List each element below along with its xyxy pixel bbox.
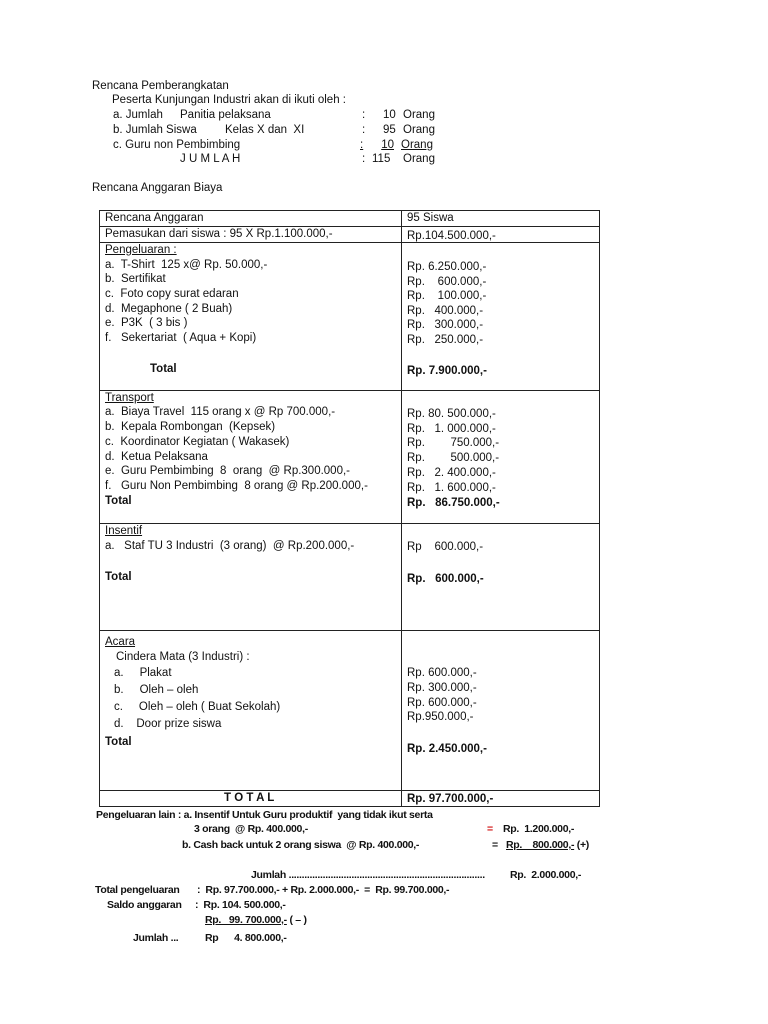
- transport-value: Rp. 750.000,-: [407, 437, 500, 449]
- acara-heading: Acara: [105, 636, 136, 648]
- plan-row-unit: Orang: [403, 109, 435, 121]
- header-right: 95 Siswa: [407, 212, 454, 224]
- footer-line2: 3 orang @ Rp. 400.000,-: [194, 823, 308, 835]
- acara-value: Rp. 600.000,-: [407, 697, 477, 709]
- plan-row-colon: :: [362, 153, 366, 165]
- saldo-value: : Rp. 104. 500.000,-: [195, 899, 286, 911]
- transport-value: Rp. 80. 500.000,-: [407, 408, 496, 420]
- total-pengeluaran-label: Total pengeluaran: [95, 884, 180, 896]
- plan-row-colon: :: [362, 109, 366, 121]
- plan-row-count: 115: [372, 153, 391, 165]
- footer-line3-value-row: [506, 838, 589, 852]
- income-value: Rp.104.500.000,-: [407, 230, 496, 242]
- transport-item: b. Kepala Rombongan (Kepsek): [105, 421, 276, 433]
- minus-value: Rp. 99. 700.000,-: [205, 914, 287, 926]
- pengeluaran-value: Rp. 400.000,-: [407, 305, 484, 317]
- total-pengeluaran-expr: : Rp. 97.700.000,- + Rp. 2.000.000,- = Rp. 99.700.000,-: [197, 884, 450, 896]
- plan-row-colon: :: [360, 139, 364, 151]
- insentif-item: a. Staf TU 3 Industri (3 orang) @ Rp.200.000,-: [105, 540, 355, 552]
- transport-value: Rp. 1. 600.000,-: [407, 482, 496, 494]
- pengeluaran-value: Rp. 6.250.000,-: [407, 261, 487, 273]
- income-label: Pemasukan dari siswa : 95 X Rp.1.100.000,-: [105, 228, 333, 240]
- insentif-heading: Insentif: [105, 525, 143, 537]
- pengeluaran-value: Rp. 250.000,-: [407, 334, 484, 346]
- transport-value: Rp. 2. 400.000,-: [407, 467, 496, 479]
- plan-row-unit: Orang: [401, 139, 433, 151]
- plan-row-count: 95: [383, 124, 396, 136]
- acara-item: d. Door prize siswa: [114, 718, 222, 730]
- footer-jumlah-value: Rp. 2.000.000,-: [510, 869, 582, 881]
- pengeluaran-item: d. Megaphone ( 2 Buah): [105, 303, 233, 315]
- plan-row-label: a. Jumlah: [113, 109, 163, 121]
- pengeluaran-heading: Pengeluaran :: [105, 244, 177, 256]
- transport-heading: Transport: [105, 392, 154, 404]
- insentif-total-label: Total: [105, 571, 132, 583]
- header-left: Rencana Anggaran: [105, 212, 204, 224]
- acara-item: a. Plakat: [114, 667, 172, 679]
- grand-total-label: T O T A L: [224, 792, 275, 804]
- acara-value: Rp. 600.000,-: [407, 667, 477, 679]
- transport-item: e. Guru Pembimbing 8 orang @ Rp.300.000,-: [105, 465, 350, 477]
- acara-item: b. Oleh – oleh: [114, 684, 199, 696]
- pengeluaran-item: a. T-Shirt 125 x@ Rp. 50.000,-: [105, 259, 268, 271]
- saldo-label: Saldo anggaran: [107, 899, 182, 911]
- pengeluaran-item: b. Sertifikat: [105, 273, 166, 285]
- insentif-value: Rp 600.000,-: [407, 541, 484, 553]
- transport-value: Rp. 1. 000.000,-: [407, 423, 496, 435]
- plan-row-label: c. Guru non Pembimbing: [113, 139, 241, 151]
- pengeluaran-value: Rp. 600.000,-: [407, 276, 487, 288]
- footer-line2-eq: =: [487, 823, 493, 835]
- transport-item: a. Biaya Travel 115 orang x @ Rp 700.000,-: [105, 406, 336, 418]
- transport-item: f. Guru Non Pembimbing 8 orang @ Rp.200.000,-: [105, 480, 368, 492]
- plan-row-desc: Kelas X dan XI: [225, 124, 305, 136]
- footer-line3-eq: =: [492, 839, 498, 851]
- plan-row-count: 10: [383, 109, 396, 121]
- sum-value: Rp 4. 800.000,-: [205, 932, 287, 944]
- acara-value: Rp.950.000,-: [407, 711, 474, 723]
- pengeluaran-total-value: Rp. 7.900.000,-: [407, 365, 487, 377]
- footer-line1: Pengeluaran lain : a. Insentif Untuk Guru produktif yang tidak ikut serta: [96, 809, 433, 821]
- pengeluaran-value: Rp. 100.000,-: [407, 290, 487, 302]
- footer-line3-plus: (+): [574, 839, 589, 851]
- plan-row-colon: :: [362, 124, 366, 136]
- acara-sub: Cindera Mata (3 Industri) :: [116, 651, 250, 663]
- plan-row-desc: Panitia pelaksana: [180, 109, 271, 121]
- transport-total-value: Rp. 86.750.000,-: [407, 497, 500, 509]
- grand-total-value: Rp. 97.700.000,-: [407, 793, 494, 805]
- plan-row-label: b. Jumlah Siswa: [113, 124, 197, 136]
- pengeluaran-value: Rp. 300.000,-: [407, 319, 484, 331]
- pengeluaran-item: f. Sekertariat ( Aqua + Kopi): [105, 332, 257, 344]
- footer-line2-value: Rp. 1.200.000,-: [503, 823, 575, 835]
- acara-value: Rp. 300.000,-: [407, 682, 477, 694]
- acara-item: c. Oleh – oleh ( Buat Sekolah): [114, 701, 281, 713]
- transport-value: Rp. 500.000,-: [407, 452, 500, 464]
- sum-label: Jumlah ...: [133, 932, 179, 944]
- minus-row: [205, 913, 307, 927]
- transport-item: c. Koordinator Kegiatan ( Wakasek): [105, 436, 290, 448]
- footer-line3-value: Rp. 800.000,-: [506, 839, 575, 851]
- plan-row-underlined: [360, 138, 438, 152]
- pengeluaran-item: c. Foto copy surat edaran: [105, 288, 239, 300]
- transport-item: d. Ketua Pelaksana: [105, 451, 208, 463]
- acara-total-label: Total: [105, 736, 132, 748]
- pengeluaran-total-label: Total: [150, 363, 177, 375]
- footer-jumlah-label: Jumlah ...........................................................................: [251, 869, 485, 881]
- budget-title: Rencana Anggaran Biaya: [92, 182, 223, 194]
- plan-intro: Peserta Kunjungan Industri akan di ikuti oleh :: [112, 94, 346, 106]
- transport-total-label: Total: [105, 495, 132, 507]
- plan-row-unit: Orang: [403, 124, 435, 136]
- insentif-total-value: Rp. 600.000,-: [407, 573, 484, 585]
- plan-row-count: 10: [381, 139, 394, 151]
- plan-title: Rencana Pemberangkatan: [92, 80, 229, 92]
- acara-total-value: Rp. 2.450.000,-: [407, 743, 487, 755]
- footer-line3: b. Cash back untuk 2 orang siswa @ Rp. 400.000,-: [182, 839, 420, 851]
- plan-total-label: J U M L A H: [180, 153, 241, 165]
- minus-sign: ( – ): [286, 914, 307, 926]
- pengeluaran-item: e. P3K ( 3 bis ): [105, 317, 188, 329]
- plan-row-unit: Orang: [403, 153, 435, 165]
